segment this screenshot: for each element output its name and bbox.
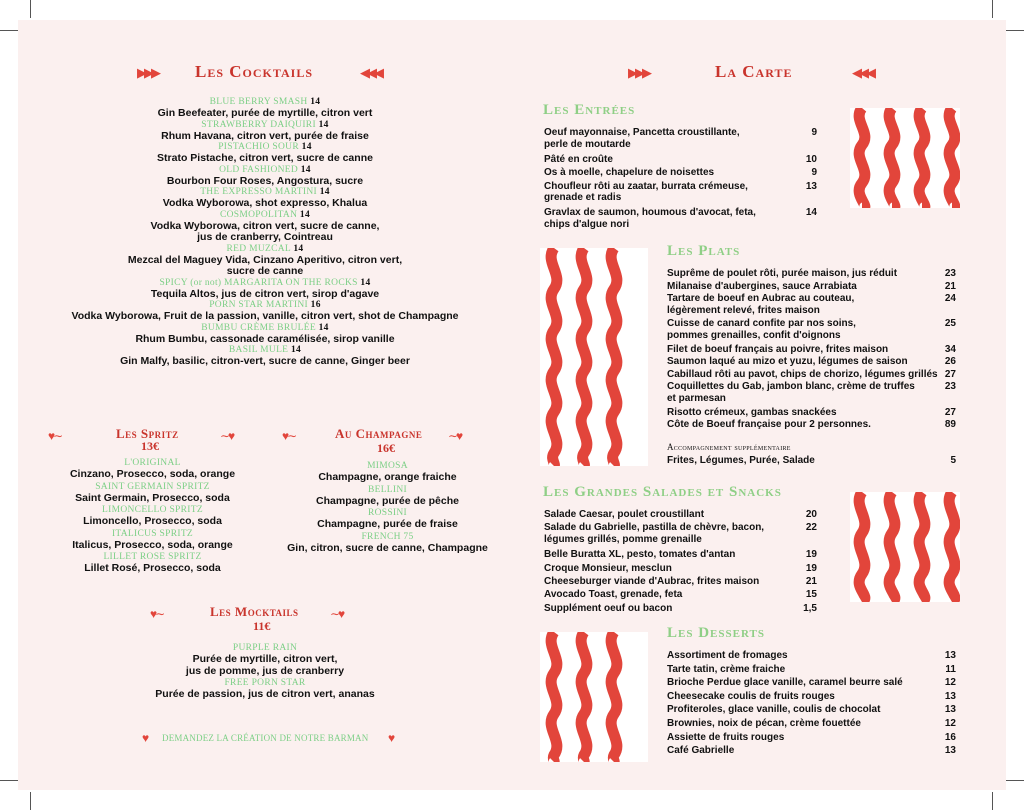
menu-item-name: Cheeseburger viande d'Aubrac, frites maison [544,576,760,587]
menu-item-name: grenade et radis [544,192,622,204]
menu-item-price: 15 [805,589,817,601]
drink-name [60,120,470,131]
menu-item-name: Brioche Perdue glace vanille, caramel beurre salé [667,677,903,689]
drink-price: 14 [310,97,321,107]
menu-item-name: Salade du Gabrielle, pastilla de chèvre, bacon, [544,522,765,534]
drink-name-label: FREE PORN STAR [224,678,306,688]
drink-name-label: PURPLE RAIN [232,643,298,653]
menu-item-name: Supplément oeuf ou bacon [544,602,673,614]
drink-desc: Rhum Bumbu, cassonade caramélisée, sirop vanille [135,332,395,345]
menu-item-name: Tartare de boeuf en Aubrac au couteau, [667,293,855,305]
drink-name [60,278,470,289]
menu-item-price: 10 [805,153,817,165]
drink-desc: Mezcal del Maguey Vida, Cinzano Aperitivo, citron vert, [127,253,403,266]
drink-name-label: PORN STAR MARTINI [209,300,308,310]
drink-price: 14 [293,243,304,254]
menu-item [667,677,903,689]
menu-item [544,127,740,150]
drink-desc: Champagne, orange fraiche [318,471,457,483]
drink-name [60,529,245,540]
menu-item-price: 26 [944,356,956,368]
drink-desc: Champagne, purée de fraise [317,518,458,530]
menu-item [667,268,897,280]
drink-price: 14 [318,119,329,130]
drink-price: 14 [290,345,302,355]
menu-item-name: Pâté en croûte [544,153,613,165]
menu-item [544,576,759,588]
drink-name-label: SAINT GERMAIN SPRITZ [95,481,210,492]
menu-item-name: Coquillettes du Gab, jambon blanc, crème de truffes [667,381,915,393]
menu-item [667,318,856,341]
drink-desc: Purée de myrtille, citron vert, [192,653,338,665]
drink-desc: Purée de passion, jus de citron vert, ananas [155,688,375,700]
crop-mark [0,780,18,781]
menu-item-price: 22 [805,522,817,534]
drink-price: 14 [300,164,311,175]
menu-item [667,344,888,356]
menu-item-price: 13 [944,745,956,757]
plats-title: Les Plats [667,243,741,259]
menu-item-name: Tarte tatin, crème fraiche [667,663,786,675]
drink-price: 14 [299,209,311,220]
drink-desc: Gin Malfy, basilic, citron-vert, sucre de canne, Ginger beer [120,355,410,367]
menu-item-name: Filet de boeuf français au poivre, frites maison [667,343,889,355]
drink-desc: Cinzano, Prosecco, soda, orange [69,468,236,480]
menu-item-price: 27 [944,406,956,418]
menu-item [544,207,756,230]
menu-item [544,522,764,545]
drink-name-label: PISTACHIO SOUR [218,142,299,152]
menu-item-price: 25 [944,318,956,330]
drink-name-label: L'ORIGINAL [124,458,181,468]
menu-item [544,154,613,166]
menu-item-name: Avocado Toast, grenade, feta [544,589,683,601]
menu-item-name: Os à moelle, chapelure de noisettes [544,167,715,179]
drink-desc: Lillet Rosé, Prosecco, soda [84,562,221,574]
menu-item-name: Oeuf mayonnaise, Pancetta croustillante, [544,127,740,138]
arrows-right-icon: ▶▶▶ [628,65,649,80]
drink-name-label: LIMONCELLO SPRITZ [102,505,203,515]
crop-mark [992,0,993,18]
menu-item [667,718,861,730]
drink-desc: sucre de canne [226,265,304,277]
entrees-title: Les Entrées [543,102,636,118]
drink-desc: Limoncello, Prosecco, soda [83,515,222,527]
menu-item-price: 23 [944,268,956,279]
heart-wave-icon: ♥∼ [48,429,62,443]
crop-mark [30,0,31,18]
menu-item [667,732,784,744]
accompaniment-title: Accompagnement supplémentaire [667,442,791,452]
accompaniment-items: Frites, Légumes, Purée, Salade [667,455,815,466]
menu-item-name: pommes grenailles, confit d'oignons [667,329,841,341]
champagne-list [280,460,495,554]
drink-name [60,165,470,176]
menu-item-name: Cabillaud rôti au pavot, chips de chorizo, légumes grillés [667,368,938,380]
menu-item [544,509,704,521]
accompaniment-price: 5 [950,455,956,466]
menu-item-price: 20 [805,509,817,520]
menu-item-price: 9 [811,167,817,179]
menu-item-name: Café Gabrielle [667,745,735,757]
cocktail-list [60,97,470,368]
drink-desc: Vodka Wyborowa, shot expresso, Khalua [162,197,368,209]
mocktail-list [140,642,390,701]
spritz-price: 13€ [141,439,159,453]
drink-price: 14 [301,142,312,152]
menu-item-price: 13 [805,180,817,192]
heart-wave-icon: ∼♥ [220,429,234,443]
menu-item-name: Saumon laqué au mizo et yuzu, légumes de saison [667,356,908,368]
drink-name-label: ITALICUS SPRITZ [111,528,194,539]
menu-item [667,293,854,316]
menu-item-price: 1,5 [803,602,817,614]
menu-item-price: 13 [944,690,956,702]
menu-item-name: Cheesecake coulis de fruits rouges [667,690,835,702]
menu-item-price: 24 [944,293,956,305]
drink-desc: Champagne, purée de pêche [316,494,459,507]
menu-item-name: chips d'algue nori [544,218,630,230]
drink-desc: jus de pomme, jus de cranberry [185,664,345,677]
heart-wave-icon: ∼♥ [330,607,344,621]
menu-item [667,691,835,703]
menu-item-name: Suprême de poulet rôti, purée maison, jus réduit [667,268,898,279]
drink-desc: jus de cranberry, Cointreau [197,231,333,243]
menu-item-name: légumes grillés, pomme grenaille [544,533,702,545]
salades-title: Les Grandes Salades et Snacks [543,484,782,500]
menu-item [667,281,857,293]
menu-item [667,745,734,757]
menu-item-price: 12 [944,677,956,689]
menu-item [667,381,915,404]
wave-pattern-icon [540,632,648,762]
menu-item-name: perle de moutarde [544,138,631,150]
menu-item-name: Cuisse de canard confite par nos soins, [667,318,856,330]
drink-name-label: THE EXPRESSO MARTINI [200,187,317,197]
drink-name-label: BUMBU CRÈME BRULÉE [201,322,316,333]
drink-name-label: BELLINI [367,484,408,495]
menu-item-price: 19 [805,562,817,574]
wave-pattern-icon [850,108,960,208]
menu-item [667,704,880,716]
champagne-price: 16€ [377,441,395,455]
heart-wave-icon: ♥∼ [282,429,296,443]
drink-name-label: SPICY (or not) MARGARITA ON THE ROCKS [159,277,358,288]
menu-item-price: 27 [944,368,956,380]
drink-name-label: BLUE BERRY SMASH [209,97,308,107]
drink-desc: Saint Germain, Prosecco, soda [75,491,230,504]
menu-item [544,589,682,601]
drink-desc: Gin Beefeater, purée de myrtille, citron vert [157,107,373,119]
arrows-left-icon: ◀◀◀ [360,65,381,80]
drink-price: 16 [310,300,321,310]
crop-mark [1006,30,1024,31]
menu-item [544,563,672,575]
menu-item-name: Belle Buratta XL, pesto, tomates d'antan [544,549,736,561]
mocktails-title: Les Mocktails [210,604,299,619]
menu-item-price: 89 [944,419,956,431]
menu-item [544,167,714,179]
menu-item [544,549,735,561]
drink-name [60,323,470,334]
arrows-right-icon: ▶▶▶ [137,65,158,80]
heart-icon: ♥ [388,731,396,745]
menu-item [667,650,788,662]
drink-price: 14 [319,187,330,197]
menu-item-price: 23 [944,381,956,393]
drink-price: 14 [318,322,329,333]
menu-item [667,419,871,431]
wave-pattern-icon [540,248,648,466]
menu-item [544,603,672,615]
drink-name-label: FRENCH 75 [361,531,414,542]
drink-desc: Italicus, Prosecco, soda, orange [72,538,233,551]
crop-mark [1006,780,1024,781]
drink-desc: Vodka Wyborowa, Fruit de la passion, vanille, citron vert, shot de Champagne [71,310,459,322]
spritz-title: Les Spritz [116,426,179,441]
menu-item-price: 12 [944,718,956,729]
drink-desc: Gin, citron, sucre de canne, Champagne [287,541,488,554]
menu-item-price: 14 [805,207,817,219]
menu-item [667,664,785,676]
drink-name [280,485,495,496]
drink-desc: Bourbon Four Roses, Angostura, sucre [166,174,364,187]
menu-item-name: Gravlax de saumon, houmous d'avocat, feta, [544,207,756,219]
menu-item-name: et parmesan [667,392,726,404]
drink-desc: Rhum Havana, citron vert, purée de fraise [161,129,369,142]
drink-name [280,532,495,543]
mocktails-price: 11€ [253,619,271,633]
menu-item-price: 13 [944,650,956,661]
drink-name-label: ROSSINI [367,508,408,518]
menu-item-name: Milanaise d'aubergines, sauce Arrabiata [667,280,857,292]
menu-item [667,407,837,419]
menu-item-price: 19 [805,549,817,561]
drink-name-label: COSMOPOLITAN [219,209,298,220]
menu-item-name: Croque Monsieur, mesclun [544,562,672,574]
desserts-title: Les Desserts [667,625,765,641]
menu-item-name: Salade Caesar, poulet croustillant [544,509,705,520]
menu-item-price: 9 [811,127,817,138]
menu-item-price: 21 [805,576,817,587]
menu-item-name: Assiette de fruits rouges [667,731,785,743]
drink-name-label: LILLET ROSE SPRITZ [103,552,202,562]
drink-name-label: OLD FASHIONED [219,164,299,175]
drink-desc: Tequila Altos, jus de citron vert, sirop d'agave [150,287,380,300]
drink-name-label: BASIL MULE [228,345,289,355]
drink-price: 14 [360,277,371,288]
crop-mark [30,792,31,810]
menu-item-name: Assortiment de fromages [667,650,788,661]
wave-pattern-icon [850,492,960,602]
menu-item [544,181,748,204]
heart-wave-icon: ∼♥ [448,429,462,443]
drink-name [60,210,470,221]
spritz-list [60,457,245,575]
menu-item [667,356,908,368]
drink-desc: Strato Pistache, citron vert, sucre de canne [157,152,373,164]
menu-item-name: Côte de Boeuf française pour 2 personnes. [667,419,871,431]
menu-item-price: 21 [944,280,956,292]
menu-item [667,369,938,381]
champagne-title: Au Champagne [335,426,423,441]
menu-item-price: 16 [944,731,956,743]
menu-item-name: Risotto crémeux, gambas snackées [667,406,837,418]
crop-mark [0,30,18,31]
menu-item-name: légèrement relevé, frites maison [667,304,820,316]
menu-item-price: 11 [945,663,956,675]
menu-item-price: 34 [944,343,956,355]
cocktails-title: Les Cocktails [195,62,314,81]
drink-desc: Vodka Wyborowa, citron vert, sucre de canne, [150,219,380,232]
drink-name-label: STRAWBERRY DAIQUIRI [201,119,316,130]
heart-wave-icon: ♥∼ [150,607,164,621]
heart-icon: ♥ [142,731,150,745]
drink-name [60,482,245,493]
carte-title: La Carte [715,62,793,81]
drink-name-label: RED MUZCAL [226,243,291,254]
menu-item-name: Choufleur rôti au zaatar, burrata crémeuse, [544,180,748,192]
arrows-left-icon: ◀◀◀ [852,65,873,80]
menu-item-name: Profiteroles, glace vanille, coulis de chocolat [667,704,881,716]
menu-item-name: Brownies, noix de pécan, crème fouettée [667,718,861,729]
menu-item-price: 13 [944,704,956,716]
barman-note: DEMANDEZ LA CRÉATION DE NOTRE BARMAN [162,733,369,743]
drink-name [60,244,470,255]
crop-mark [992,792,993,810]
drink-name-label: MIMOSA [367,461,408,471]
